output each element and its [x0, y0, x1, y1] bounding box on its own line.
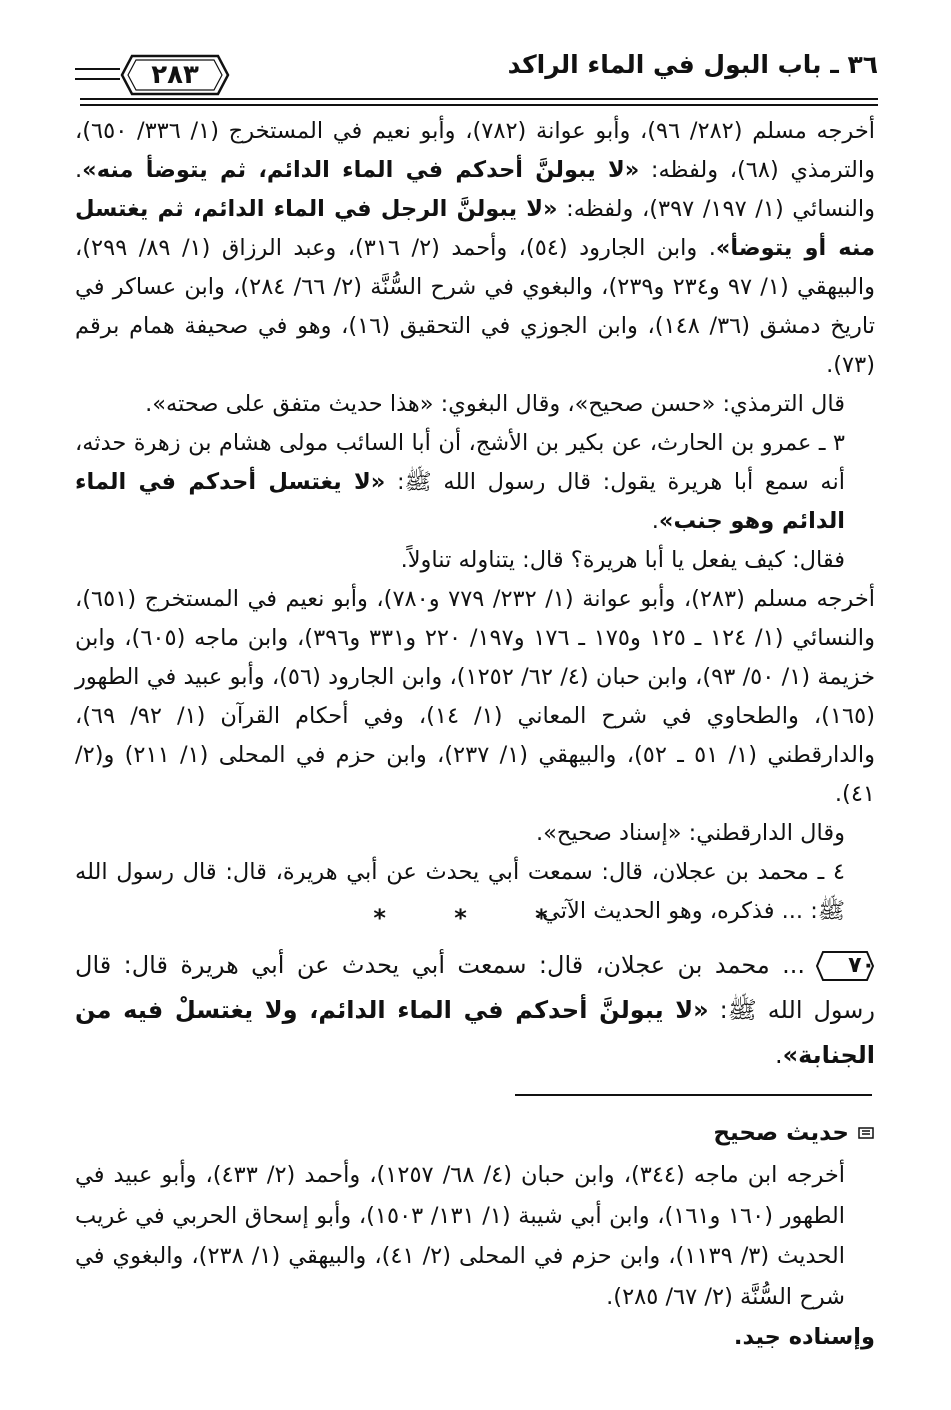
page-number-badge — [120, 52, 230, 98]
hadith-number-badge — [815, 950, 875, 982]
ruling-heading — [713, 1120, 875, 1146]
ruling-text — [75, 1155, 875, 1358]
paragraph-tirmidhi: قال الترمذي: «حسن صحيح»، وقال البغوي: «هذا حديث متفق على صحته». — [145, 391, 845, 417]
main-text — [75, 112, 875, 931]
quote-bold: «لا يبولنَّ الرجل في الماء الدائم، ثم يغتسل منه أو يتوضأ» — [75, 196, 876, 261]
paragraph-route-3 — [75, 424, 875, 541]
quote-bold: «لا يغتسل أحدكم في الماء الدائم وهو جنب» — [75, 469, 845, 534]
text-run: . — [774, 1041, 783, 1069]
paragraph-route-4: ٤ ـ محمد بن عجلان، قال: سمعت أبي يحدث عن أبي هريرة، قال: قال رسول الله ﷺ: ... فذكره، وهو الحديث الآتي. — [75, 859, 845, 924]
text-run: ... محمد بن عجلان، قال: سمعت أبي يحدث عن أبي هريرة قال: قال رسول الله ﷺ: — [75, 951, 875, 1024]
ruling-title: حديث صحيح — [713, 1120, 849, 1146]
page-header — [80, 40, 878, 110]
paragraph-takhrij-1 — [75, 112, 875, 385]
text-run: . وابن الجارود (٥٤)، وأحمد (٢/ ٣١٦)، وعبد الرزاق (١/ ٨٩/ ٢٩٩)، والبيهقي (١/ ٩٧ و٢٣٤ و٢٣٩)، والبغوي في شرح السُّنَّة (٢/ ٦٦/ ٢٨٤)، وابن عساكر في تاريخ دمشق (٣٦/ ١٤٨)، وابن الجوزي في التحقيق (١٦)، وهو في صحيفة همام برقم (٧٣). — [75, 235, 876, 378]
hadith-block — [75, 943, 875, 1078]
ornament-icon — [857, 1124, 875, 1142]
paragraph-verdict: وإسناده جيد. — [733, 1324, 875, 1350]
header-ornament-lines — [75, 68, 123, 80]
paragraph-daraqutni: وقال الدارقطني: «إسناد صحيح». — [535, 820, 845, 846]
hadith-text — [75, 943, 875, 1078]
footnote-rule — [515, 1094, 872, 1096]
quote-bold: «لا يبولنَّ أحدكم في الماء الدائم، ولا يغتسلْ فيه من الجنابة» — [75, 996, 875, 1069]
text-run: . — [651, 508, 659, 534]
hadith-number: ٧٠ — [848, 953, 875, 978]
text-run: . والنسائي (١/ ١٩٧/ ٣٩٧)، ولفظه: — [75, 157, 875, 222]
text-run: أخرجه مسلم (٢٨٢/ ٩٦)، وأبو عوانة (٧٨٢)، وأبو نعيم في المستخرج (١/ ٣٣٦/ ٦٥٠)، والترمذي (٦٨)، ولفظه: — [75, 118, 875, 183]
section-separator: * * * — [373, 904, 578, 932]
page-number: ٢٨٣ — [151, 60, 199, 90]
quote-bold: «لا يبولنَّ أحدكم في الماء الدائم، ثم يتوضأ منه» — [82, 157, 640, 183]
paragraph-takhrij-2: أخرجه مسلم (٢٨٣)، وأبو عوانة (١/ ٢٣٢/ ٧٧٩ و٧٨٠)، وأبو نعيم في المستخرج (٦٥١)، والنسائي (١/ ١٢٤ ـ ١٢٥ و١٧٥ ـ ١٧٦ و١٩٧/ ٢٢٠ و٣٣١ و٣٩٦)، وابن ماجه (٦٠٥)، وابن خزيمة (١/ ٥٠/ ٩٣)، وابن حبان (٤/ ٦٢/ ١٢٥٢)، وابن الجارود (٥٦)، وأبو عبيد في الطهور (١٦٥)، والطحاوي في شرح المعاني (١/ ١٤)، وفي أحكام القرآن (١/ ٩٢/ ٦٩)، والدارقطني (١/ ٥١ ـ ٥٢)، والبيهقي (١/ ٢٣٧)، وابن حزم في المحلى (١/ ٢١١) و(٢/ ٤١). — [75, 586, 876, 807]
paragraph-question: فقال: كيف يفعل يا أبا هريرة؟ قال: يتناوله تناولاً. — [400, 547, 845, 573]
text-run: ٣ ـ عمرو بن الحارث، عن بكير بن الأشج، أن أبا السائب مولى هشام بن زهرة حدثه، أنه سمع أبا هريرة يقول: قال رسول الله ﷺ: — [75, 430, 845, 495]
running-title: ٣٦ ـ باب البول في الماء الراكد — [507, 50, 878, 79]
header-rule — [80, 98, 878, 106]
paragraph-takhrij-3: أخرجه ابن ماجه (٣٤٤)، وابن حبان (٤/ ٦٨/ ١٢٥٧)، وأحمد (٢/ ٤٣٣)، وأبو عبيد في الطهور (١٦٠ و١٦١)، وابن أبي شيبة (١/ ١٣١/ ١٥٠٣)، وأبو إسحاق الحربي في غريب الحديث (٣/ ١١٣٩)، وابن حزم في المحلى (٢/ ٤١)، والبيهقي (١/ ٢٣٨)، والبغوي في شرح السُّنَّة (٢/ ٦٧/ ٢٨٥). — [75, 1162, 846, 1310]
